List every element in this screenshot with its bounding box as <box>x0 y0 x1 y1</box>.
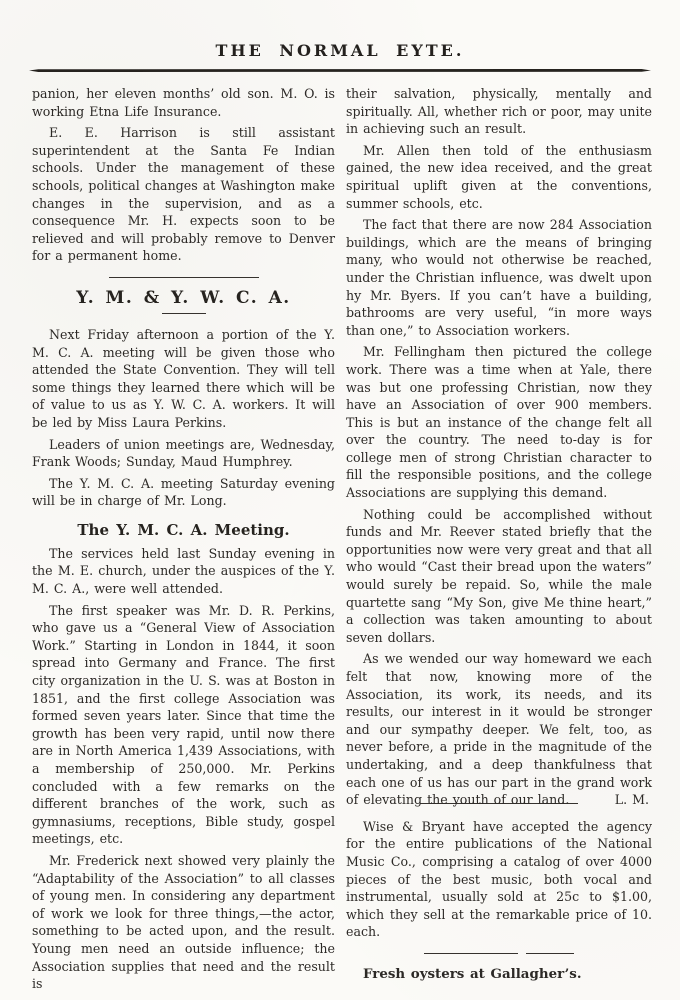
section-heading-ym-ywca: Y. M. & Y. W. C. A. <box>76 287 291 308</box>
paragraph-saturday-meeting: The Y. M. C. A. meeting Saturday evening will be in charge of Mr. Long. <box>32 475 335 509</box>
paragraph-oysters-ad: Fresh oysters at Gallagher’s. <box>363 965 582 982</box>
right-column <box>346 85 652 997</box>
paragraph-homeward-text: As we wended our way homeward we each felt that now, knowing more of the Association, its work, its needs, and its results, our interest in it would be stronger and our sympathy deeper. We felt, too, as never before, a pride in the magnitude of the undertaking, and a deep thankfulness that each one of us has our part in the grand work of elevating the youth of our land. <box>346 651 652 808</box>
paragraph-continuation: panion, her eleven months’ old son. M. O. is working Etna Life Insurance. <box>32 86 335 119</box>
paragraph-music-agency: Wise & Bryant have accepted the agency for the entire publications of the National Music Co., comprising a catalog of over 4000 pieces of the best music, both vocal and instrumental, usually sold at 25c to $1.00, which they sell at the remarkable price of 10. each. <box>346 818 652 940</box>
author-initials: L. M. <box>614 792 649 808</box>
paragraph-next-friday: Next Friday afternoon a portion of the Y. M. C. A. meeting will be given those who attended the State Convention. They will tell some things they learned there which will be of value to us as Y. W. C. A. workers. It will be led by Miss Laura Perkins. <box>32 326 335 430</box>
paragraph-allen: Mr. Allen then told of the enthusiasm gained, the new idea received, and the great spiritual uplift given at the conventions, summer schools, etc. <box>346 142 652 211</box>
article-columns <box>0 72 680 997</box>
paragraph-perkins-speech: The first speaker was Mr. D. R. Perkins, who gave us a “General View of Association Work.” Starting in London in 1844, it soon spread into Germany and France. The first city organization in the U. S. was at Boston in 1851, and the first college Association was formed seven years later. Since that time the growth has been very rapid, until now there are in North America 1,439 Associations, with a membership of 250,000. Mr. Perkins concluded with a few remarks on the different branches of the work, such as gymnasiums, receptions, Bible study, gospel meetings, etc. <box>32 602 335 847</box>
section-divider-rule <box>109 277 259 278</box>
paragraph-harrison: E. E. Harrison is still assistant superintendent at the Santa Fe Indian schools. Under the management of these schools, political changes at Washington make changes in the supervision, and as a consequence Mr. H. expects soon to be relieved and will probably remove to Denver for a permanent home. <box>32 125 335 264</box>
section-divider-rule <box>346 953 652 954</box>
paragraph-fellingham: Mr. Fellingham then pictured the college work. There was a time when at Yale, there was but one professing Christian, now they have an Association of over 900 members. This is but an instance of the change felt all over the country. The need to-day is for college men of strong Christian character to fill the responsible positions, and the college Associations are supplying this demand. <box>346 344 652 501</box>
divider-segment <box>424 953 518 954</box>
article-heading-ymca-meeting: The Y. M. C. A. Meeting. <box>77 520 290 539</box>
paragraph-services: The services held last Sunday evening in the M. E. church, under the auspices of the Y. M. C. A., were well attended. <box>32 545 335 597</box>
paragraph-union-leaders: Leaders of union meetings are, Wednesday, Frank Woods; Sunday, Maud Humphrey. <box>32 436 335 470</box>
paragraph-association-buildings: The fact that there are now 284 Association buildings, which are the means of bringing many, who would not otherwise be reached, under the Christian influence, was dwelt upon hy Mr. Byers. If you can’t have a building, bathrooms are very useful, “in more ways than one,” to Association workers. <box>346 217 652 338</box>
paragraph-salvation: their salvation, physically, mentally and spiritually. All, whether rich or poor, may unite in achieving such an result. <box>346 86 652 137</box>
left-column <box>32 85 335 997</box>
paragraph-frederick-speech: Mr. Frederick next showed very plainly the “Adaptability of the Association” to all classes of young men. In considering any department of work we look for three things,—the actor, something to be acted upon, and the result. Young men need an outside influence; the Association supplies that need and the result is <box>32 852 335 992</box>
masthead-rule <box>29 69 651 72</box>
paragraph-homeward <box>346 650 652 808</box>
paragraph-funds: Nothing could be accomplished without funds and Mr. Reever stated briefly that the opportunities now were very great and that all who would “Cast their bread upon the waters” would surely be repaid. So, while the male quartette sang “My Son, give Me thine heart,” a collection was taken amounting to about seven dollars. <box>346 506 652 645</box>
masthead-title: THE NORMAL EYTE. <box>215 41 465 60</box>
masthead <box>0 0 680 72</box>
divider-segment <box>526 953 574 954</box>
heading-underline-rule <box>162 313 206 314</box>
